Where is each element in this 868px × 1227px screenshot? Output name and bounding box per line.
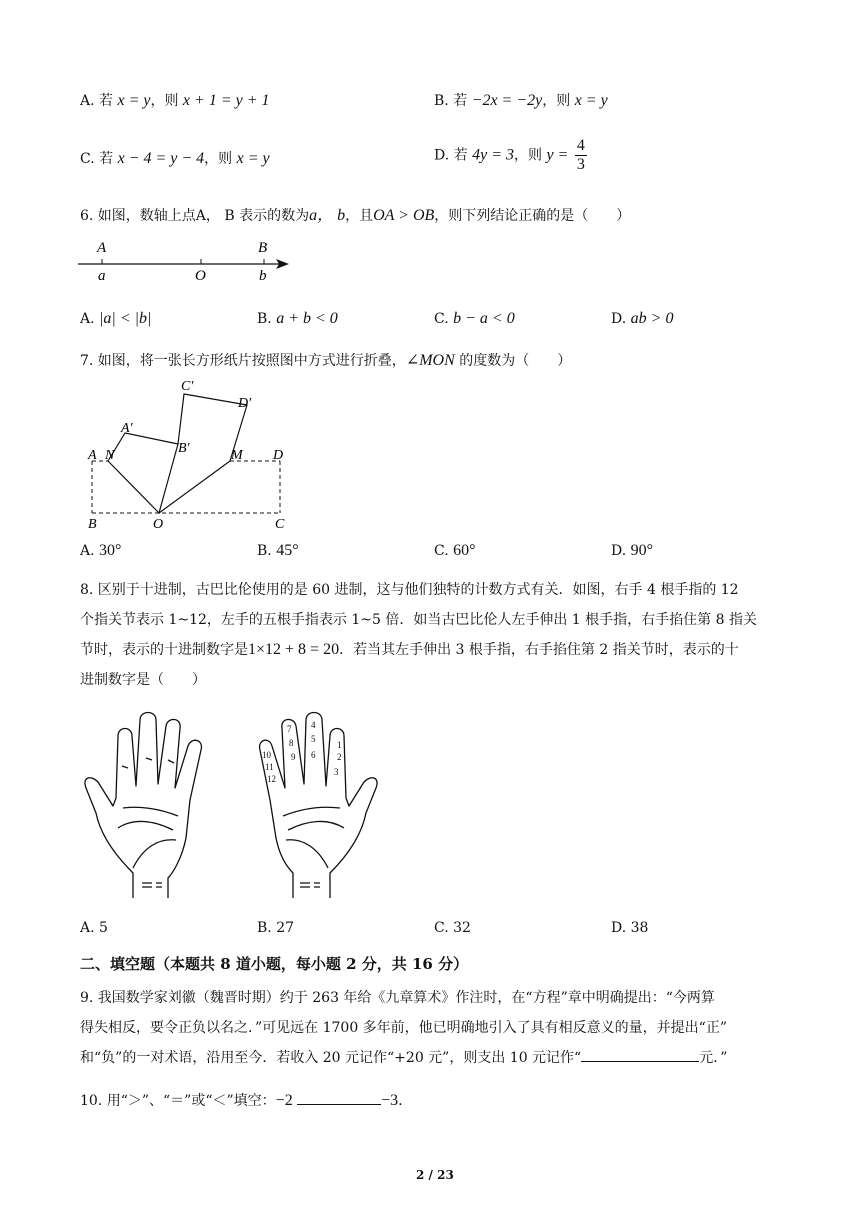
label-B-prime: B′: [178, 441, 190, 456]
q6-stem-part2: ，且: [345, 208, 374, 224]
q6-stem-part1: 6. 如图，数轴上点A， B 表示的数为: [80, 208, 310, 224]
label-origin-O: O: [195, 268, 206, 284]
q8-stem: [80, 575, 792, 695]
section-title-fill-in: 二、填空题（本题共 8 道小题，每小题 2 分，共 16 分）: [80, 955, 469, 973]
q8-line3: [80, 635, 792, 665]
joint-7: 7: [287, 724, 292, 734]
label-a: a: [98, 268, 106, 284]
joint-1: 1: [337, 740, 342, 750]
q5-option-d-expr: 4y = 3: [472, 146, 514, 164]
q6-option-a-label: A.: [80, 311, 95, 327]
q8-line2: 个指关节表示 1~12，左手的五根手指表示 1~5 倍．如当古巴比伦人左手伸出 1 根手指，右手掐住第 8 指关: [80, 612, 757, 628]
q8-line1: 8. 区别于十进制，古巴比伦使用的是 60 进制，这与他们独特的计数方式有关．如图，右手 4 根手指的 12: [80, 582, 739, 598]
q5-option-d-sep: ，则: [514, 147, 542, 164]
q6-option-b-expr: a + b < 0: [276, 310, 338, 327]
q7-stem-part2: 的度数为（ ）: [454, 353, 572, 369]
q7-option-d: [611, 542, 653, 560]
q10-stem: [80, 1090, 412, 1110]
q6-stem-condition: OA > OB: [373, 207, 435, 224]
label-M: M: [231, 448, 243, 463]
right-hand-illustration: [260, 713, 378, 899]
q9-answer-blank[interactable]: [581, 1047, 699, 1062]
q5-option-c-sep: ，则: [204, 151, 233, 167]
q6-option-c: [434, 310, 515, 328]
q6-option-d: [611, 310, 673, 328]
left-hand-illustration: [85, 713, 202, 899]
q7-option-a-label: A.: [80, 543, 95, 559]
q6-option-b-label: B.: [257, 311, 272, 327]
label-O: O: [153, 517, 164, 532]
label-C: C: [275, 517, 285, 532]
label-N: N: [105, 448, 115, 463]
q5-option-b-expr: −2x = −2y: [471, 92, 543, 109]
joint-9: 9: [291, 752, 296, 762]
q6-option-b: [257, 310, 338, 328]
q6-stem-part3: ，则下列结论正确的是（ ）: [434, 208, 631, 224]
label-point-B: B: [258, 240, 268, 256]
q7-option-b-expr: 45°: [276, 542, 299, 559]
q5-option-d-expr2: y =: [546, 146, 569, 164]
label-A: A: [88, 448, 97, 463]
q5-option-d-label: D. 若: [434, 147, 468, 164]
q9-line3-part2: 元．”: [699, 1050, 728, 1066]
q5-option-a: [80, 90, 270, 110]
q5-option-c: [80, 148, 270, 168]
q5-option-d-fraction: [575, 138, 587, 173]
q6-option-c-expr: b − a < 0: [453, 310, 515, 327]
number-line-figure: [76, 236, 296, 286]
q10-answer-blank[interactable]: [297, 1090, 381, 1105]
q7-option-a: [80, 542, 121, 560]
label-D-prime: D′: [238, 396, 252, 411]
joint-5: 5: [311, 734, 316, 744]
q5-option-a-expr2: x + 1 = y + 1: [182, 92, 270, 109]
label-C-prime: C′: [181, 379, 194, 394]
q10-text: 10. 用“＞”、“＝”或“＜”填空：: [80, 1093, 276, 1109]
q9-line3-part1: 和“负”的一对术语，沿用至今．若收入 20 元记作“+20 元”，则支出 10 元记作“: [80, 1050, 582, 1066]
q7-option-d-expr: 90°: [630, 542, 654, 559]
q9-line3: [80, 1043, 792, 1073]
q5-option-a-sep: ，则: [150, 93, 179, 109]
folding-figure: [80, 372, 300, 532]
label-b: b: [259, 268, 267, 284]
joint-3: 3: [334, 767, 339, 777]
label-point-A: A: [97, 240, 107, 256]
joint-10: 10: [262, 750, 271, 760]
q8-option-d: D. 38: [611, 920, 649, 936]
q5-option-a-expr: x = y: [117, 92, 151, 109]
q6-option-a-expr: |a| < |b|: [99, 310, 152, 327]
q6-stem: [80, 202, 630, 225]
q8-option-c: C. 32: [434, 920, 471, 936]
joint-12: 12: [267, 774, 276, 784]
q7-stem-angle: ∠MON: [405, 352, 455, 369]
q5-option-d: [434, 138, 587, 173]
label-A-prime: A′: [121, 421, 133, 436]
q6-option-a: [80, 310, 151, 328]
q5-option-b-expr2: x = y: [574, 92, 608, 109]
joint-8: 8: [289, 738, 294, 748]
q7-stem-part1: 7. 如图，将一张长方形纸片按照图中方式进行折叠，: [80, 353, 406, 369]
q9-line2: 得失相反，要令正负以名之．”可见远在 1700 多年前，他已明确地引入了具有相反意义的量，并提出“正”: [80, 1020, 727, 1036]
q6-option-d-expr: ab > 0: [630, 310, 674, 327]
q5-option-c-label: C. 若: [80, 151, 114, 167]
page-number: 2 / 23: [416, 1168, 454, 1182]
q7-option-c-expr: 60°: [453, 542, 476, 559]
q5-option-b-sep: ，则: [542, 93, 571, 109]
q5-option-c-expr: x − 4 = y − 4: [117, 150, 205, 167]
joint-2: 2: [337, 752, 342, 762]
q8-line4: 进制数字是（ ）: [80, 672, 206, 688]
fraction-numerator: 4: [576, 137, 585, 154]
q8-option-b: B. 27: [257, 920, 295, 936]
q5-option-c-expr2: x = y: [236, 150, 270, 167]
q10-right-value: −3: [381, 1092, 399, 1109]
q8-option-a: A. 5: [80, 920, 108, 936]
q7-option-b-label: B.: [257, 543, 272, 559]
label-D: D: [273, 448, 284, 463]
q8-line3-part1: 节时，表示的十进制数字是: [80, 642, 248, 658]
q5-option-b-label: B. 若: [434, 93, 468, 109]
q7-option-b: [257, 542, 299, 560]
q7-stem: [80, 350, 571, 370]
joint-11: 11: [265, 762, 274, 772]
q7-option-c-label: C.: [434, 543, 449, 559]
q5-option-a-label: A. 若: [80, 93, 114, 109]
joint-6: 6: [311, 750, 316, 760]
fraction-denominator: 3: [576, 156, 585, 173]
q6-option-c-label: C.: [434, 311, 449, 327]
left-folded-flap: [108, 433, 178, 513]
q8-line3-math: 1×12 + 8 = 20: [248, 641, 340, 658]
q9-line1: 9. 我国数学家刘徽（魏晋时期）约于 263 年给《九章算术》作注时，在“方程”章中明确提出：“今两算: [80, 990, 715, 1006]
q7-option-c: [434, 542, 476, 560]
q5-option-b: [434, 90, 608, 110]
q10-end: ．: [398, 1093, 413, 1109]
q6-option-d-label: D.: [611, 311, 627, 327]
label-B: B: [88, 517, 97, 532]
q9-stem: [80, 983, 792, 1073]
joint-4: 4: [311, 720, 316, 730]
q7-option-d-label: D.: [611, 543, 627, 559]
q10-left-value: −2: [275, 1092, 293, 1109]
q7-option-a-expr: 30°: [99, 542, 122, 559]
q6-stem-vars: a， b: [309, 207, 346, 224]
q8-line3-part2: ．若当其左手伸出 3 根手指，右手掐住第 2 指关节时，表示的十: [339, 642, 739, 658]
hands-figure: [78, 708, 390, 908]
